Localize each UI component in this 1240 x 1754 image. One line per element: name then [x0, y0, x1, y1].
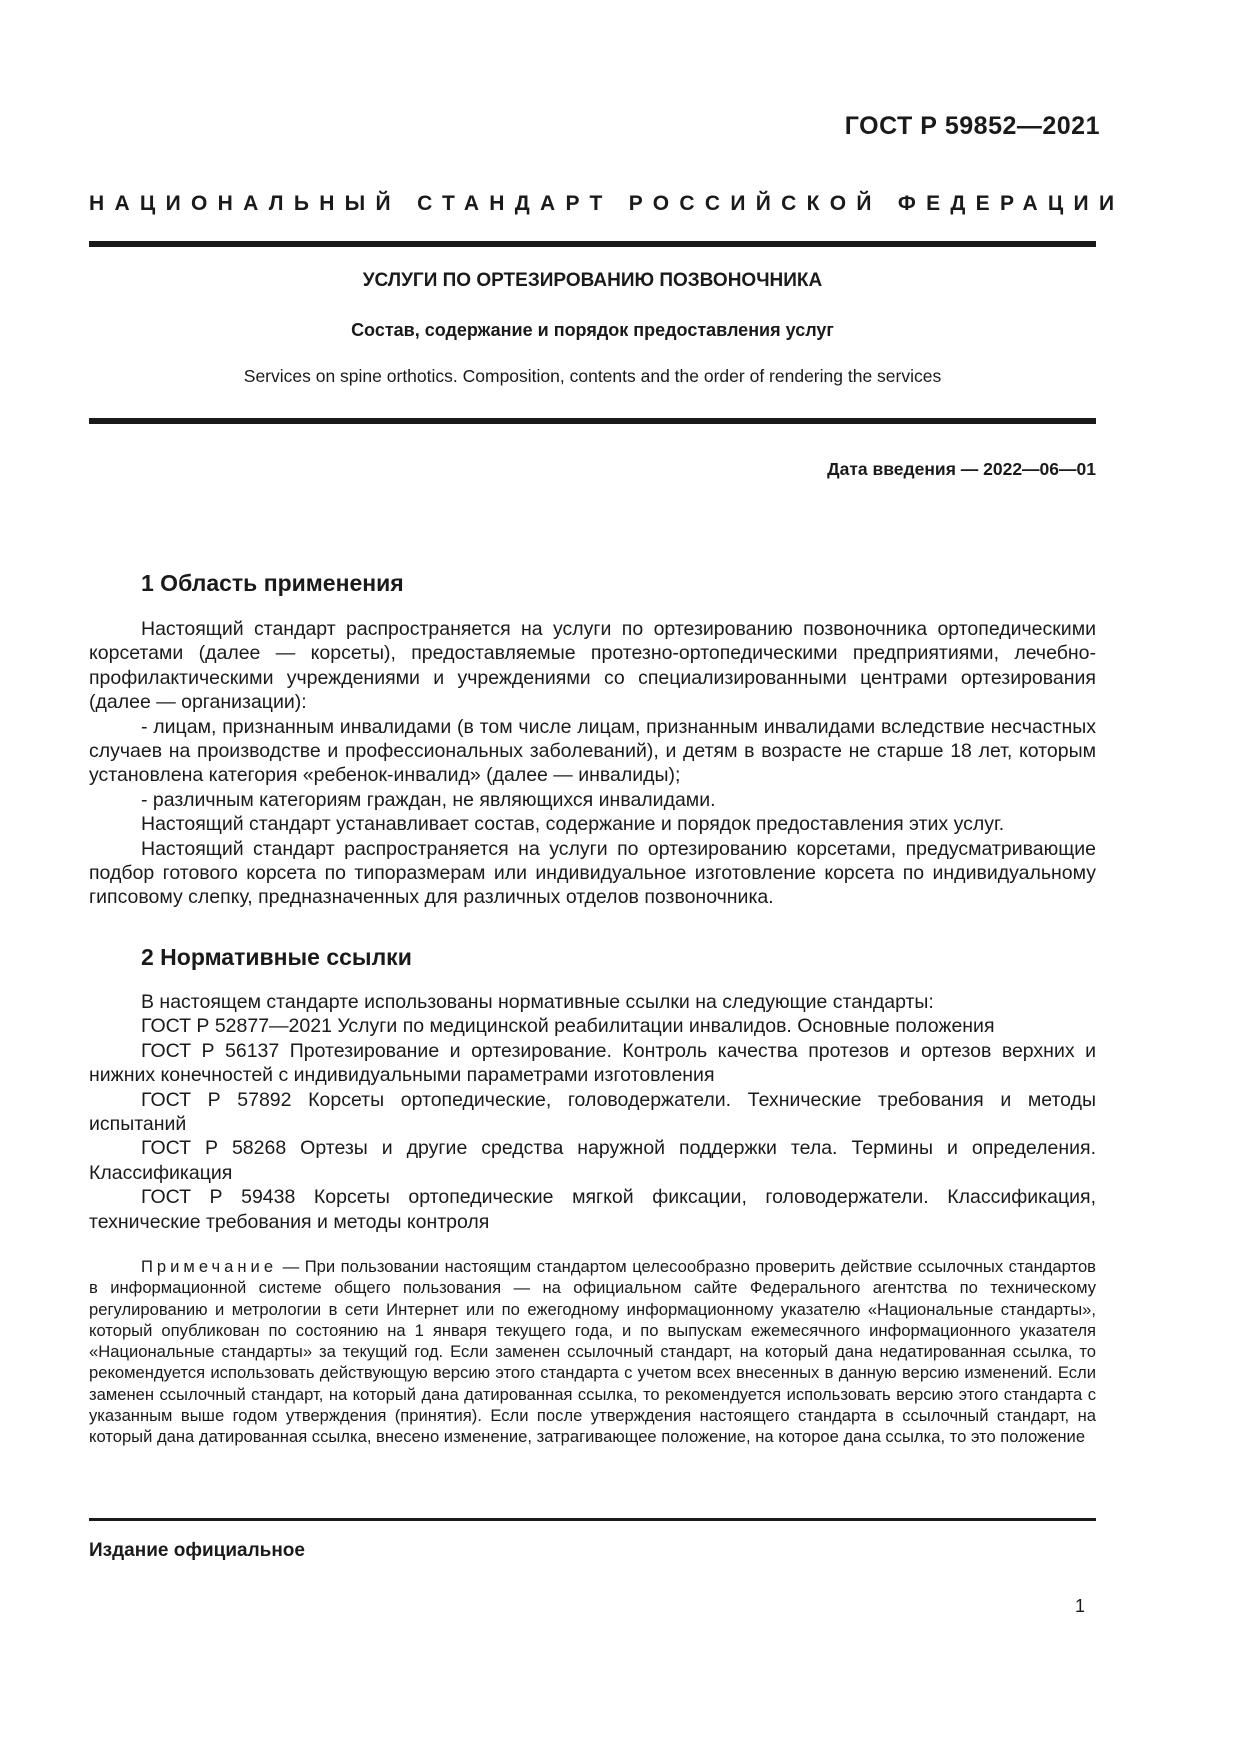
title-rule	[89, 418, 1096, 424]
page-number: 1	[1074, 1596, 1085, 1616]
reference-item: ГОСТ Р 58268 Ортезы и другие средства наружной поддержки тела. Термины и определения. Классификация	[89, 1137, 1096, 1184]
paragraph: Настоящий стандарт устанавливает состав, содержание и порядок предоставления этих услуг.	[141, 813, 1005, 836]
note	[89, 1256, 1096, 1448]
reference-item: ГОСТ Р 56137 Протезирование и ортезирование. Контроль качества протезов и ортезов верхних и нижних конечностей с индивидуальными параметрами изготовления	[89, 1039, 1096, 1087]
english-title: Services on spine orthotics. Composition, contents and the order of rendering the services	[243, 366, 942, 386]
reference-item: ГОСТ Р 52877—2021 Услуги по медицинской реабилитации инвалидов. Основные положения	[141, 1015, 995, 1038]
standard-code: ГОСТ Р 59852—2021	[844, 112, 1100, 140]
paragraph: Настоящий стандарт распространяется на услуги по ортезированию позвоночника ортопедическими корсетами (далее — корсеты), предоставляемые протезно-ортопедическими предприятиями, лечебно-профилактическими учреждениями и учреждениями со специализированными центрами ортезирования (далее — организации):	[89, 618, 1096, 714]
edition-label: Издание официальное	[89, 1540, 305, 1561]
footer-rule	[89, 1518, 1096, 1521]
list-item: - различным категориям граждан, не являющихся инвалидами.	[141, 788, 716, 811]
list-item: - лицам, признанным инвалидами (в том числе лицам, признанным инвалидами вследствие несчастных случаев на производстве и профессиональных заболеваний), и детям в возрасте не старше 18 лет, которым установлена категория «ребенок-инвалид» (далее — инвалиды);	[89, 715, 1096, 787]
national-standard-title: НАЦИОНАЛЬНЫЙ СТАНДАРТ РОССИЙСКОЙ ФЕДЕРАЦИИ	[89, 192, 1125, 215]
reference-item: ГОСТ Р 59438 Корсеты ортопедические мягкой фиксации, головодержатели. Классификация, технические требования и методы контроля	[89, 1186, 1096, 1233]
section-2-heading: 2 Нормативные ссылки	[141, 944, 412, 970]
note-text: — При пользовании настоящим стандартом целесообразно проверить действие ссылочных стандартов в информационной системе общего пользования — на официальном сайте Федерального агентства по техническому регулированию и метрологии в сети Интернет или по ежегодному информационному указателю «Национальные стандарты», который опубликован по состоянию на 1 января текущего года, и по выпускам ежемесячного информационного указателя «Национальные стандарты» за текущий год. Если заменен ссылочный стандарт, на который дана недатированная ссылка, то рекомендуется использовать действующую версию этого стандарта с учетом всех внесенных в данную версию изменений. Если заменен ссылочный стандарт, на который дана датированная ссылка, то рекомендуется использовать версию этого стандарта с указанным выше годом утверждения (принятия). Если после утверждения настоящего стандарта в ссылочный стандарт, на который дана датированная ссылка, внесено изменение, затрагивающее положение, на которое дана ссылка, то это положение	[89, 1257, 1096, 1447]
reference-item: ГОСТ Р 57892 Корсеты ортопедические, головодержатели. Технические требования и методы испытаний	[89, 1088, 1096, 1136]
note-label: Примечание	[141, 1257, 278, 1276]
section-1-heading: 1 Область применения	[141, 570, 404, 596]
introduction-date: Дата введения — 2022—06—01	[827, 459, 1096, 479]
paragraph: Настоящий стандарт распространяется на услуги по ортезированию корсетами, предусматривающие подбор готового корсета по типоразмерам или индивидуальное изготовление корсета по индивидуальному гипсовому слепку, предназначенных для различных отделов позвоночника.	[89, 837, 1096, 909]
section-1-body	[89, 617, 1096, 910]
document-subtitle: Состав, содержание и порядок предоставления услуг	[351, 320, 834, 340]
document-title: УСЛУГИ ПО ОРТЕЗИРОВАНИЮ ПОЗВОНОЧНИКА	[362, 270, 823, 291]
section-2-body	[89, 990, 1096, 1234]
top-rule	[89, 241, 1096, 247]
paragraph: В настоящем стандарте использованы нормативные ссылки на следующие стандарты:	[141, 991, 934, 1013]
